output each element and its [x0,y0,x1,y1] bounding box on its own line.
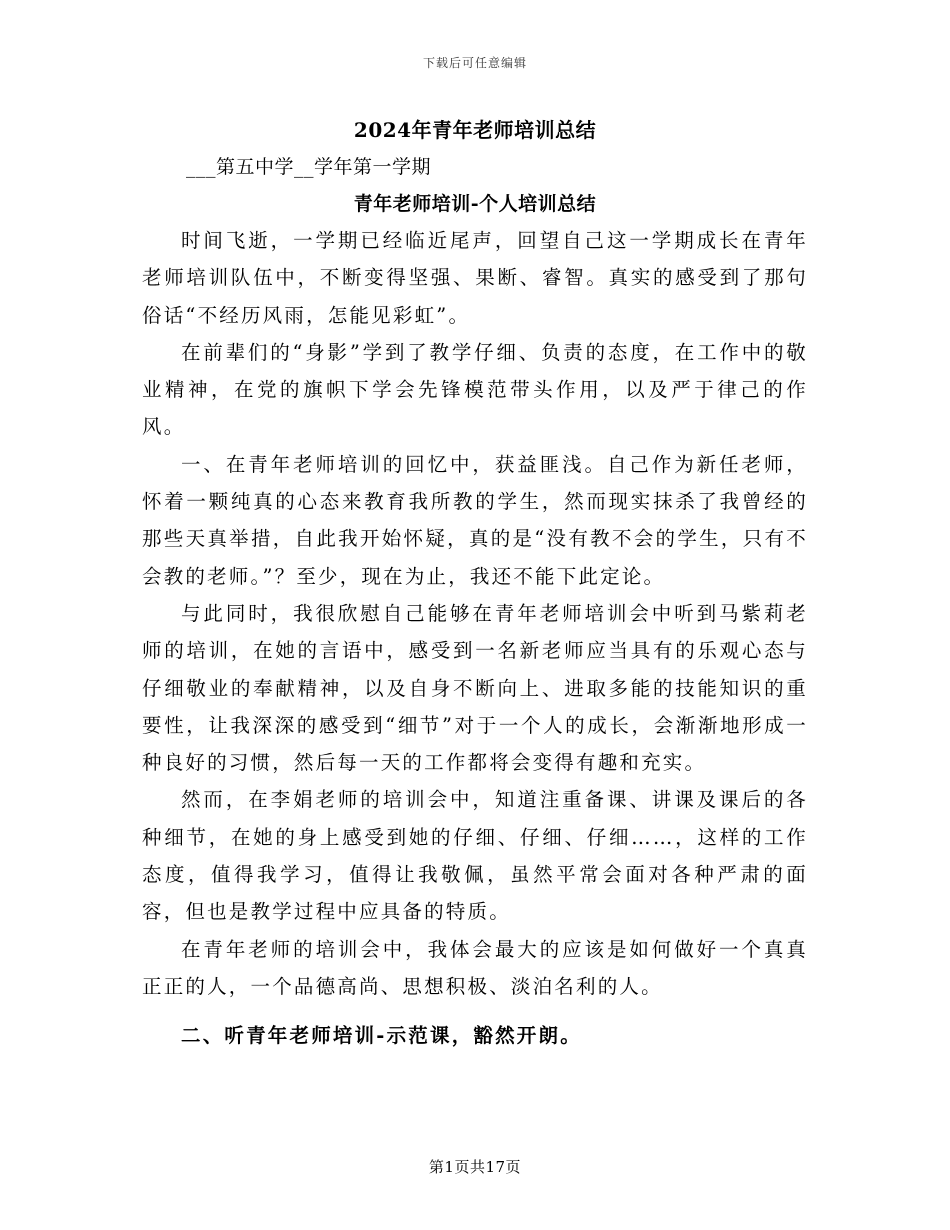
section-title: 青年老师培训-个人培训总结 [353,193,597,215]
document-body [142,222,808,1055]
paragraph: 然而，在李娟老师的培训会中，知道注重备课、讲课及课后的各种细节，在她的身上感受到她的仔细、仔细、仔细……，这样的工作态度，值得我学习，值得让我敬佩，虽然平常会面对各种严肃的面容，但也是教学过程中应具备的特质。 [142,788,808,924]
paragraph: 与此同时，我很欣慰自己能够在青年老师培训会中听到马紫莉老师的培训，在她的言语中，感受到一名新老师应当具有的乐观心态与仔细敬业的奉献精神，以及自身不断向上、进取多能的技能知识的重要性，让我深深的感受到“细节”对于一个人的成长，会渐渐地形成一种良好的习惯，然后每一天的工作都将会变得有趣和充实。 [142,601,808,775]
paragraph: 一、在青年老师培训的回忆中，获益匪浅。自己作为新任老师，怀着一颗纯真的心态来教育我所教的学生，然而现实抹杀了我曾经的那些天真举措，自此我开始怀疑，真的是“没有教不会的学生，只有不会教的老师。”？至少，现在为止，我还不能下此定论。 [142,452,808,588]
paragraph: 时间飞逝，一学期已经临近尾声，回望自己这一学期成长在青年老师培训队伍中，不断变得坚强、果断、睿智。真实的感受到了那句俗话“不经历风雨，怎能见彩虹”。 [142,229,808,327]
document-title: 2024年青年老师培训总结 [353,118,597,142]
page-number-footer: 第1页共17页 [428,1158,522,1176]
paragraph: 在青年老师的培训会中，我体会最大的应该是如何做好一个真真正正的人，一个品德高尚、思想积极、淡泊名利的人。 [142,937,808,998]
school-semester-line: ___第五中学__学年第一学期 [186,156,432,178]
header-note: 下载后可任意编辑 [422,56,527,70]
paragraph: 在前辈们的“身影”学到了教学仔细、负责的态度，在工作中的敬业精神，在党的旗帜下学会先锋模范带头作用，以及严于律己的作风。 [142,340,808,439]
subheading: 二、听青年老师培训-示范课，豁然开朗。 [181,1024,582,1048]
